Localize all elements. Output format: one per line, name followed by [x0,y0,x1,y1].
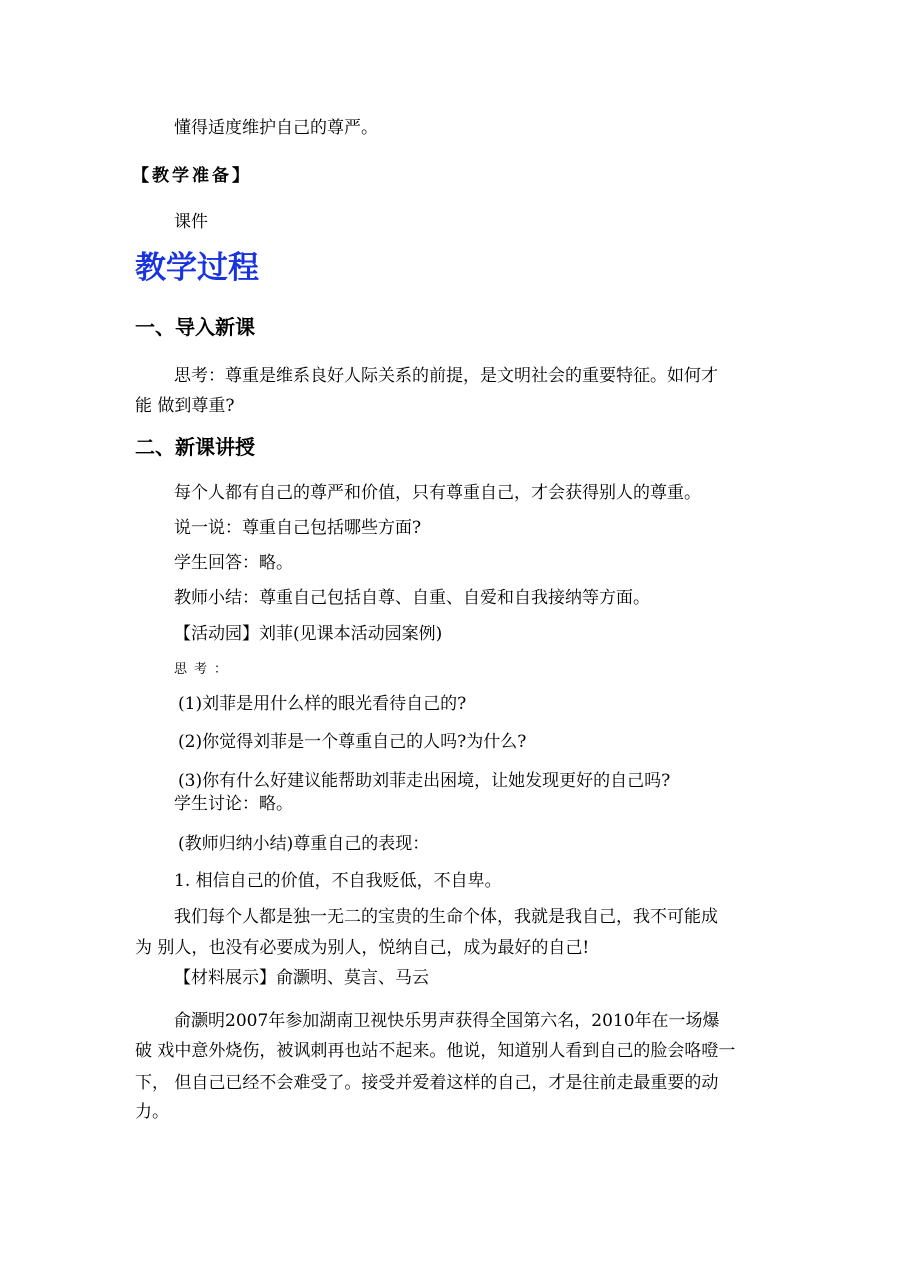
section1-think-line2: 能 做到尊重? [135,396,235,416]
section2-paragraph: 说一说：尊重自己包括哪些方面? [174,518,422,538]
objective-line: 懂得适度维护自己的尊严。 [174,118,378,138]
section2-paragraph: 每个人都有自己的尊严和价值，只有尊重自己，才会获得别人的尊重。 [174,483,701,503]
point-item: 1. 相信自己的价值，不自我贬低，不自卑。 [174,871,502,891]
material-line: 【材料展示】俞灏明、莫言、马云 [174,968,429,988]
summary-line: (教师归纳小结)尊重自己的表现： [178,834,430,854]
activity-line: 【活动园】刘菲(见课本活动园案例) [174,624,443,644]
story-line2: 破 戏中意外烧伤，被讽刺再也站不起来。他说，知道别人看到自己的脸会咯噔一 [135,1041,736,1061]
process-heading: 教学过程 [135,250,259,286]
prep-heading: 【教学准备】 [132,166,252,186]
section2-paragraph: 学生回答：略。 [174,553,293,573]
question-item: (3)你有什么好建议能帮助刘菲走出困境，让她发现更好的自己吗? [178,771,671,791]
story-line1: 俞灏明2007年参加湖南卫视快乐男声获得全国第六名，2010年在一场爆 [174,1011,720,1031]
discuss-line: 学生讨论：略。 [174,794,293,814]
think-label: 思考： [174,662,235,677]
unique-line1: 我们每个人都是独一无二的宝贵的生命个体，我就是我自己，我不可能成 [174,907,718,927]
section2-paragraph: 教师小结：尊重自己包括自尊、自重、自爱和自我接纳等方面。 [174,588,650,608]
prep-content: 课件 [174,212,208,232]
question-item: (2)你觉得刘菲是一个尊重自己的人吗?为什么? [178,732,527,752]
story-line4: 力。 [135,1102,169,1122]
question-item: (1)刘菲是用什么样的眼光看待自己的? [178,694,467,714]
section1-think-line1: 思考：尊重是维系良好人际关系的前提，是文明社会的重要特征。如何才 [174,366,718,386]
section1-heading: 一、导入新课 [135,315,255,339]
story-line3: 下， 但自己已经不会难受了。接受并爱着这样的自己，才是往前走最重要的动 [135,1073,719,1093]
section2-heading: 二、新课讲授 [135,435,255,459]
unique-line2: 为 别人，也没有必要成为别人，悦纳自己，成为最好的自己! [135,938,590,958]
